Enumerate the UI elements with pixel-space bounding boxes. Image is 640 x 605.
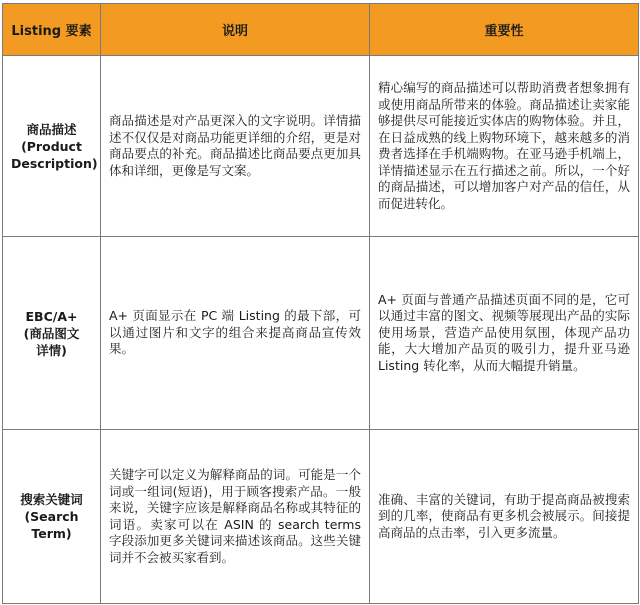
element-name-en: (Search (24, 509, 79, 524)
importance-cell: 准确、丰富的关键词，有助于提高商品被搜索到的几率，使商品有更多机会被展示。间接提高商品的点击率，引入更多流量。 (370, 430, 639, 604)
element-name: EBC/A+ (25, 308, 78, 324)
header-importance: 重要性 (370, 4, 639, 56)
element-cell (3, 430, 101, 604)
header-description: 说明 (101, 4, 370, 56)
header-listing-element: Listing 要素 (3, 4, 101, 56)
table-row (3, 237, 639, 430)
listing-elements-table (2, 3, 639, 604)
element-cell (3, 56, 101, 237)
element-name-en: (Product (21, 138, 82, 154)
element-name-en: Description) (11, 155, 98, 171)
description-cell: 商品描述是对产品更深入的文字说明。详情描述不仅仅是对商品功能更详细的介绍，更是对商品要点的补充。商品描述比商品要点更加具体和详细，更像是写文案。 (101, 56, 370, 237)
importance-cell: 精心编写的商品描述可以帮助消费者想象拥有或使用商品所带来的体验。商品描述让卖家能够提供尽可能接近实体店的购物体验。并且，在日益成熟的线上购物环境下，越来越多的消费者选择在手机端购物。在亚马逊手机端上，详情描述显示在五行描述之前。所以，一个好的商品描述，可以增加客户对产品的信任，从而促进转化。 (370, 56, 639, 237)
element-name-cn: (商品图文 (23, 325, 80, 341)
element-name-cn: 详情) (36, 342, 67, 358)
description-cell: 关键字可以定义为解释商品的词。可能是一个词或一组词(短语)，用于顾客搜索产品。一般来说，关键字应该是解释商品名称或其特征的词语。卖家可以在 ASIN 的 search terms 字段添加更多关键词来描述该商品。这些关键词并不会被买家看到。 (101, 430, 370, 604)
table-header-row (3, 4, 639, 56)
importance-cell: A+ 页面与普通产品描述页面不同的是，它可以通过丰富的图文、视频等展现出产品的实际使用场景，营造产品使用氛围，体现产品功能，大大增加产品页的吸引力，提升亚马逊 Listing 转化率，从而大幅提升销量。 (370, 237, 639, 430)
element-name: 搜索关键词 (20, 492, 83, 507)
table-row (3, 430, 639, 604)
element-cell (3, 237, 101, 430)
element-name: 商品描述 (26, 121, 77, 137)
table-row (3, 56, 639, 237)
element-name-en: Term) (31, 526, 72, 541)
description-cell: A+ 页面显示在 PC 端 Listing 的最下部，可以通过图片和文字的组合来提高商品宣传效果。 (101, 237, 370, 430)
